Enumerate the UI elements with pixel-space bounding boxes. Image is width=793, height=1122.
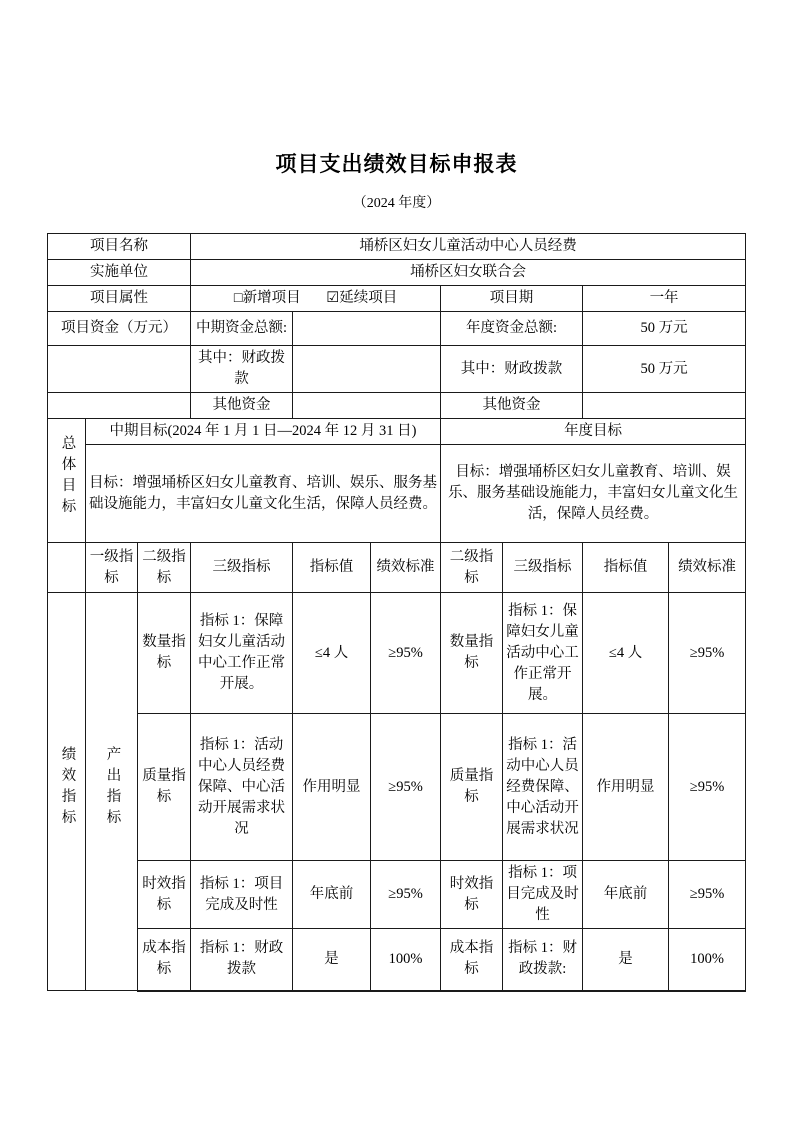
header-level2-left: 二级指标 [138,543,191,593]
output-indicator-label: 产出指标 [104,746,121,831]
row-implementing-unit [48,260,746,286]
quality-l3-right: 指标 1：活动中心人员经费保障、中心活动开展需求状况 [503,714,583,861]
quality-standard-right: ≥95% [669,714,746,861]
annual-fiscal-label: 其中：财政拨款 [441,346,583,393]
quantity-standard-left: ≥95% [371,593,441,714]
timeliness-standard-right: ≥95% [669,861,746,929]
mid-total-label: 中期资金总额: [191,312,293,346]
fund-label: 项目资金（万元） [48,312,191,346]
overall-goal-section-label-cell [48,419,86,543]
quality-value-right: 作用明显 [583,714,669,861]
mid-goal-header: 中期目标(2024 年 1 月 1 日—2024 年 12 月 31 日) [86,419,441,445]
quantity-standard-right: ≥95% [669,593,746,714]
row-project-attribute [48,286,746,312]
quantity-value-left: ≤4 人 [293,593,371,714]
cost-l2-right: 成本指标 [441,929,503,991]
output-indicator-label-cell [86,593,138,991]
continuing-project-checkbox: ☑延续项目 [326,290,398,307]
row-overall-goal-content [48,445,746,543]
header-value-left: 指标值 [293,543,371,593]
row-overall-goal-header [48,419,746,445]
header-level3-right: 三级指标 [503,543,583,593]
annual-other-value-empty [583,393,746,419]
fund-label-empty [48,346,191,393]
cost-value-right: 是 [583,929,669,991]
declaration-form-table [47,233,746,992]
cost-l3-left: 指标 1：财政拨款 [191,929,293,991]
quantity-value-right: ≤4 人 [583,593,669,714]
header-level3-left: 三级指标 [191,543,293,593]
cost-l3-right: 指标 1：财政拨款: [503,929,583,991]
project-period-label: 项目期 [441,286,583,312]
performance-section-label-cell [48,593,86,991]
quantity-l2-left: 数量指标 [138,593,191,714]
annual-total-label: 年度资金总额: [441,312,583,346]
row-indicator-header [48,543,746,593]
row-indicator-quality [48,714,746,861]
quantity-l3-right: 指标 1：保障妇女儿童活动中心工作正常开展。 [503,593,583,714]
mid-goal-text: 目标：增强埇桥区妇女儿童教育、培训、娱乐、服务基础设施能力，丰富妇女儿童文化生活，保障人员经费。 [86,445,441,543]
row-indicator-cost [48,929,746,991]
header-level1: 一级指标 [86,543,138,593]
header-standard-left: 绩效标准 [371,543,441,593]
row-indicator-quantity [48,593,746,714]
overall-goal-section-label: 总体目标 [59,435,76,520]
page-subtitle: （2024 年度） [352,196,441,211]
project-name-label: 项目名称 [48,234,191,260]
performance-section-label: 绩效指标 [59,746,76,831]
cost-standard-right: 100% [669,929,746,991]
indicator-header-corner-empty [48,543,86,593]
fund-label-empty2 [48,393,191,419]
mid-fiscal-label: 其中：财政拨款 [191,346,293,393]
attribute-checkbox-group [234,288,397,309]
timeliness-standard-left: ≥95% [371,861,441,929]
quantity-l3-left: 指标 1：保障妇女儿童活动中心工作正常开展。 [191,593,293,714]
project-period-value: 一年 [583,286,746,312]
timeliness-l3-right: 指标 1：项目完成及时性 [503,861,583,929]
quality-standard-left: ≥95% [371,714,441,861]
row-fund-total [48,312,746,346]
unit-label: 实施单位 [48,260,191,286]
header-value-right: 指标值 [583,543,669,593]
unit-value: 埇桥区妇女联合会 [191,260,746,286]
header-level2-right: 二级指标 [441,543,503,593]
mid-other-value-empty [293,393,441,419]
cost-standard-left: 100% [371,929,441,991]
annual-fiscal-value: 50 万元 [583,346,746,393]
row-fund-fiscal [48,346,746,393]
row-project-name [48,234,746,260]
timeliness-l2-left: 时效指标 [138,861,191,929]
quality-l2-right: 质量指标 [441,714,503,861]
quality-value-left: 作用明显 [293,714,371,861]
mid-fiscal-value-empty [293,346,441,393]
mid-total-value-empty [293,312,441,346]
header-standard-right: 绩效标准 [669,543,746,593]
row-fund-other [48,393,746,419]
attribute-options-cell [191,286,441,312]
attribute-label: 项目属性 [48,286,191,312]
timeliness-l3-left: 指标 1：项目完成及时性 [191,861,293,929]
cost-l2-left: 成本指标 [138,929,191,991]
new-project-checkbox: □新增项目 [233,290,301,307]
annual-goal-text: 目标：增强埇桥区妇女儿童教育、培训、娱乐、服务基础设施能力，丰富妇女儿童文化生活，保障人员经费。 [441,445,746,543]
annual-goal-header: 年度目标 [441,419,746,445]
quality-l3-left: 指标 1：活动中心人员经费保障、中心活动开展需求状况 [191,714,293,861]
page-title: 项目支出绩效目标申报表 [275,153,518,176]
timeliness-l2-right: 时效指标 [441,861,503,929]
quality-l2-left: 质量指标 [138,714,191,861]
timeliness-value-right: 年底前 [583,861,669,929]
quantity-l2-right: 数量指标 [441,593,503,714]
project-name-value: 埇桥区妇女儿童活动中心人员经费 [191,234,746,260]
annual-total-value: 50 万元 [583,312,746,346]
timeliness-value-left: 年底前 [293,861,371,929]
cost-value-left: 是 [293,929,371,991]
row-indicator-timeliness [48,861,746,929]
annual-other-label: 其他资金 [441,393,583,419]
mid-other-label: 其他资金 [191,393,293,419]
